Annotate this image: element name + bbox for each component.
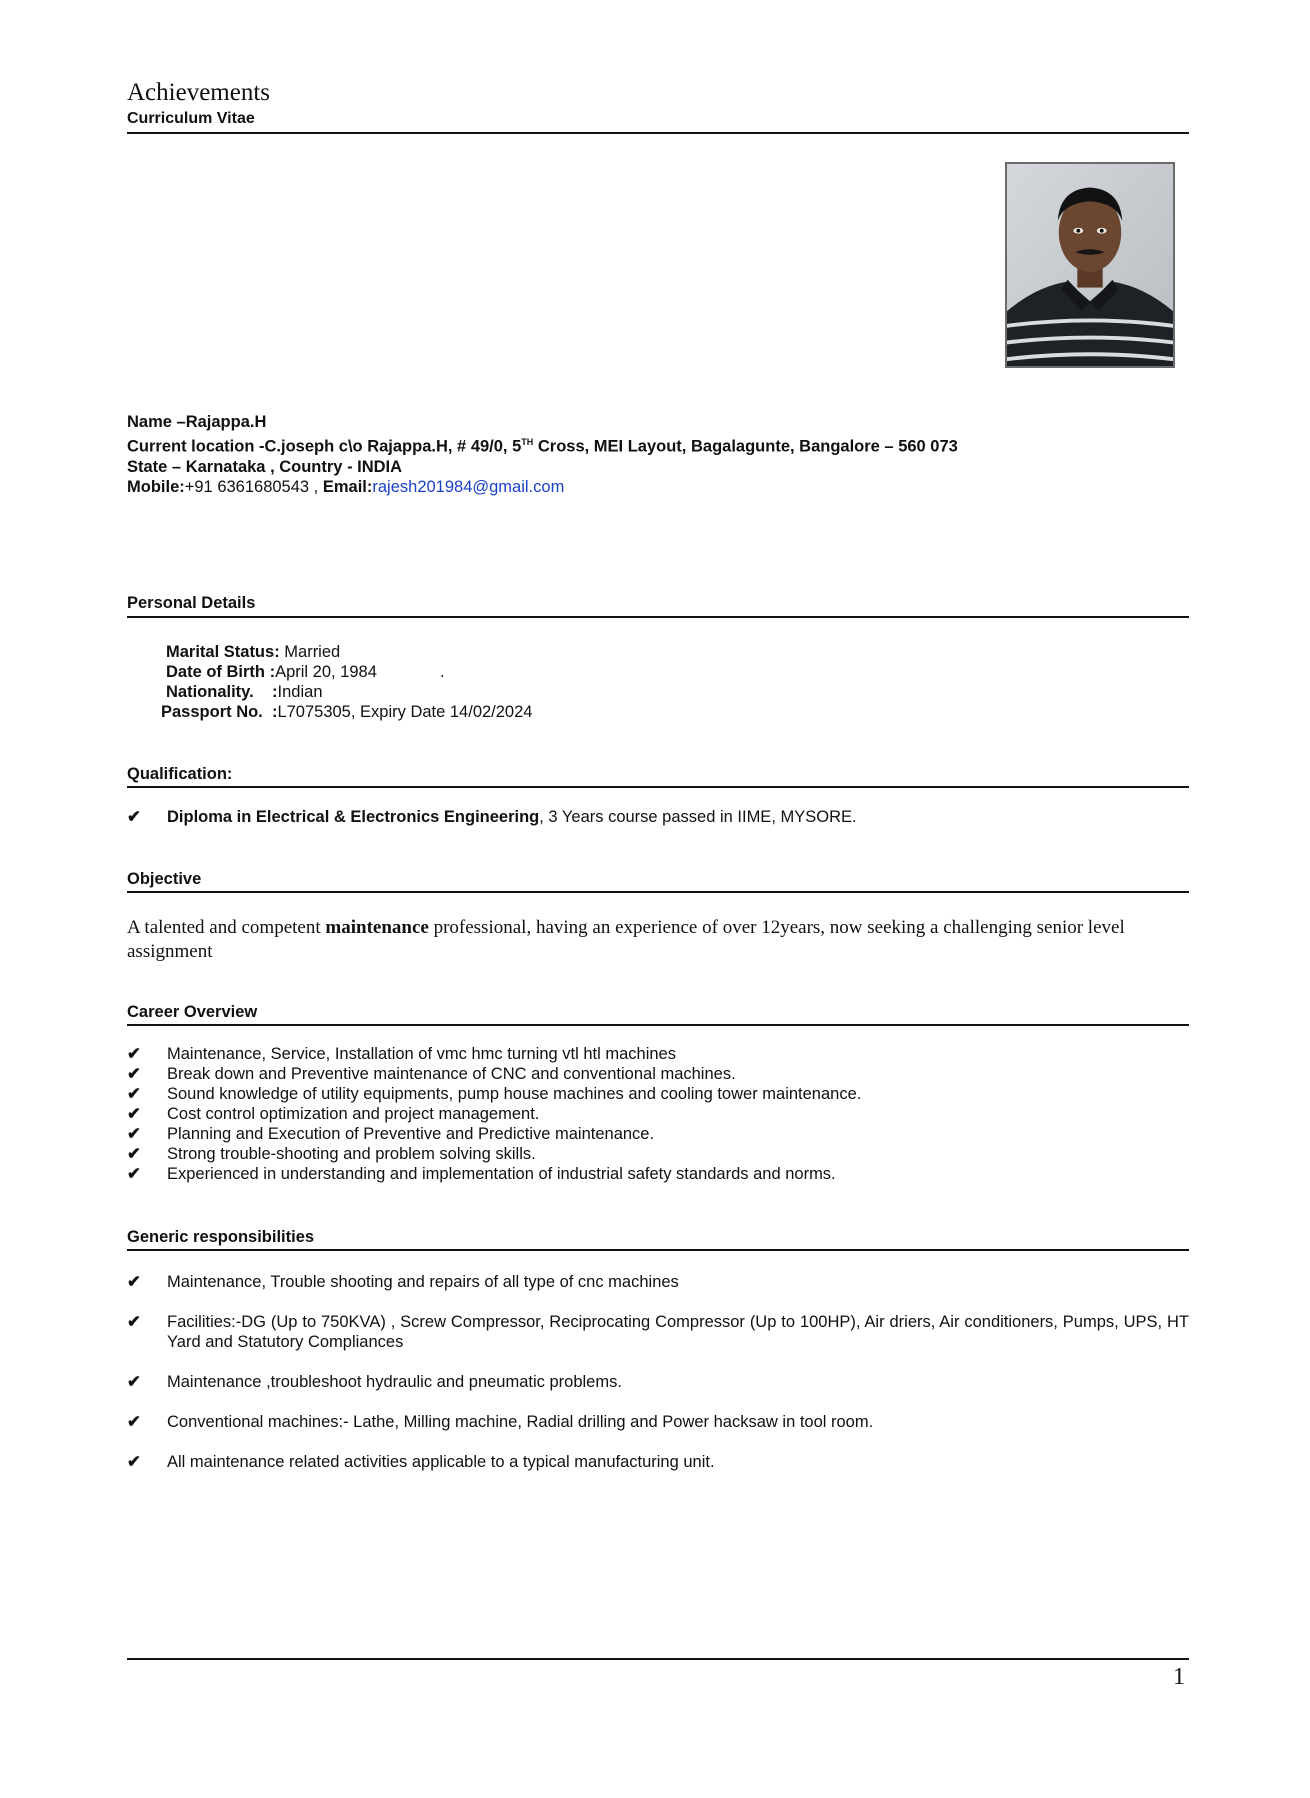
list-item-text: Conventional machines:- Lathe, Milling machine, Radial drilling and Power hacksaw in tool room. [167,1413,874,1431]
profile-photo [1005,162,1175,368]
list-item [127,1272,1189,1292]
checkmark-icon: ✔ [127,1313,141,1331]
dob-label: Date of Birth : [166,663,276,681]
marital-value: Married [279,643,341,661]
list-item-text: Cost control optimization and project management. [167,1105,540,1123]
passport-label: Passport No. : [161,703,278,721]
checkmark-icon: ✔ [127,1065,141,1083]
list-item-text: Sound knowledge of utility equipments, pump house machines and cooling tower maintenance. [167,1085,862,1103]
mobile-email-line [127,477,958,497]
generic-responsibilities-title: Generic responsibilities [127,1228,315,1246]
objective-pre: A talented and competent [127,917,326,938]
name-line [127,412,958,432]
list-item [127,1044,861,1064]
email-link[interactable]: rajesh201984@gmail.com [372,477,565,496]
person-photo-icon [1007,164,1173,366]
location-label: Current location - [127,437,265,456]
email-label: Email: [322,477,373,496]
personal-details-title: Personal Details [127,594,256,612]
objective-rule [127,891,1189,893]
career-overview-list [127,1044,861,1184]
contact-block [127,412,958,497]
mobile-label: Mobile: [127,477,185,496]
checkmark-icon: ✔ [127,1453,141,1471]
passport-line [161,702,532,722]
generic-responsibilities-list [127,1272,1189,1492]
dob-value: April 20, 1984 [275,663,377,681]
checkmark-icon: ✔ [127,1165,141,1183]
header-subtitle: Curriculum Vitae [127,110,255,127]
name-value: Rajappa.H [185,413,267,431]
qualification-title: Qualification: [127,765,233,783]
footer-rule [127,1658,1189,1660]
header-title: Achievements [127,79,271,106]
career-overview-title: Career Overview [127,1003,258,1021]
checkmark-icon: ✔ [127,1413,141,1431]
qualification-bold: Diploma in Electrical & Electronics Engineering [167,808,540,826]
mobile-value: +91 6361680543 , [184,477,323,496]
checkmark-icon: ✔ [127,1145,141,1163]
list-item [127,1064,861,1084]
list-item-text: Maintenance ,troubleshoot hydraulic and pneumatic problems. [167,1373,622,1391]
nationality-label: Nationality. : [166,683,278,701]
checkmark-icon: ✔ [127,1085,141,1103]
checkmark-icon: ✔ [127,1273,141,1291]
qualification-list [127,807,857,827]
list-item-text: Maintenance, Service, Installation of vmc hmc turning vtl htl machines [167,1045,676,1063]
state-line: State – Karnataka , Country - INDIA [127,457,403,476]
checkmark-icon: ✔ [127,1045,141,1063]
list-item-text: Break down and Preventive maintenance of CNC and conventional machines. [167,1065,736,1083]
list-item [127,1372,1189,1392]
list-item [127,1124,861,1144]
objective-text [127,916,1189,964]
location-value-post: Cross, MEI Layout, Bagalagunte, Bangalore – 560 073 [533,437,958,456]
header-rule [127,132,1189,134]
checkmark-icon: ✔ [127,808,141,826]
objective-post: professional, having an experience of over 12years, now seeking a challenging senior level assignment [127,917,1125,962]
qualification-rule [127,786,1189,788]
dob-trailing-dot: . [440,663,445,681]
checkmark-icon: ✔ [127,1125,141,1143]
list-item [127,1084,861,1104]
checkmark-icon: ✔ [127,1373,141,1391]
generic-responsibilities-rule [127,1249,1189,1251]
list-item [127,807,857,827]
marital-status-line [166,642,340,662]
career-overview-rule [127,1024,1189,1026]
page-number: 1 [1173,1664,1185,1690]
marital-label: Marital Status: [166,643,280,661]
list-item-text: Experienced in understanding and implementation of industrial safety standards and norms. [167,1165,836,1183]
list-item-text: Facilities:-DG (Up to 750KVA) , Screw Compressor, Reciprocating Compressor (Up to 100HP), Air driers, Air conditioners, Pumps, UPS, HT Yard and Statutory Compliances [167,1313,1189,1351]
list-item-text: All maintenance related activities applicable to a typical manufacturing unit. [167,1453,715,1471]
list-item [127,1312,1189,1352]
objective-bold: maintenance [325,917,429,938]
checkmark-icon: ✔ [127,1105,141,1123]
location-value-pre: C.joseph c\o Rajappa.H, # 49/0, 5 [264,437,522,456]
name-label: Name – [127,413,186,431]
nationality-line [166,682,323,702]
list-item-text: Planning and Execution of Preventive and Predictive maintenance. [167,1125,655,1143]
list-item [127,1144,861,1164]
list-item-text: Strong trouble-shooting and problem solving skills. [167,1145,536,1163]
list-item-text: Maintenance, Trouble shooting and repairs of all type of cnc machines [167,1273,679,1291]
list-item [127,1104,861,1124]
nationality-value: Indian [277,683,323,701]
location-line [127,432,958,457]
list-item [127,1164,861,1184]
list-item [127,1452,1189,1472]
personal-details-rule [127,616,1189,618]
passport-value: L7075305, Expiry Date 14/02/2024 [277,703,533,721]
qualification-rest: , 3 Years course passed in IIME, MYSORE. [539,808,857,826]
list-item [127,1412,1189,1432]
dob-line [166,662,377,682]
location-sup: TH [521,437,534,447]
objective-title: Objective [127,870,202,888]
